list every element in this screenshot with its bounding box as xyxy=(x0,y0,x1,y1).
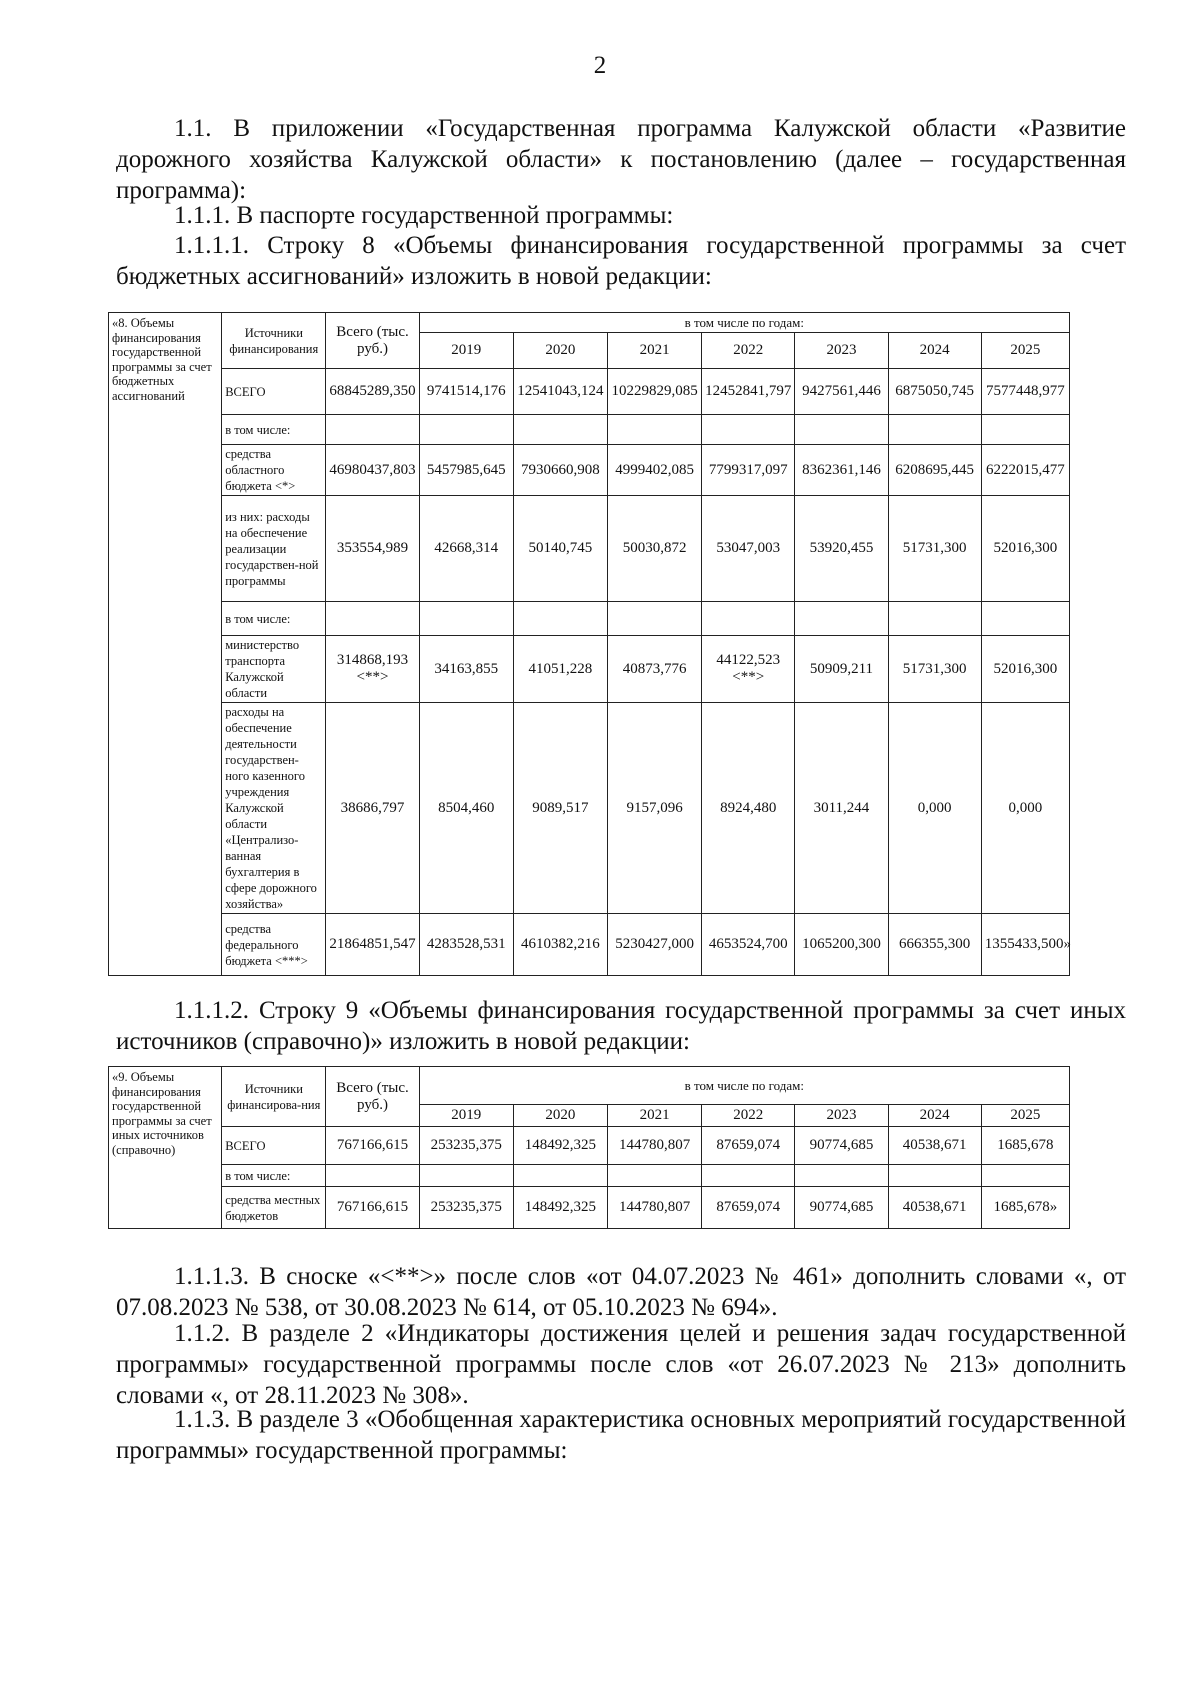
total-cell: 767166,615 xyxy=(326,1127,419,1165)
table9-year: 2020 xyxy=(513,1105,607,1127)
year-value-cell: 42668,314 xyxy=(419,496,513,602)
year-value-cell xyxy=(607,415,701,445)
page-number: 2 xyxy=(593,52,607,79)
paragraph-1-1: 1.1. В приложении «Государственная программа Калужской области «Развитие дорожного хозяйства Калужской области» к постановлению (далее – государственная программа): xyxy=(116,115,1126,204)
table8-total-header: Всего (тыс. руб.) xyxy=(326,313,419,369)
year-value-cell: 0,000 xyxy=(981,703,1069,914)
source-cell: в том числе: xyxy=(222,1165,326,1187)
year-value-cell xyxy=(981,1165,1069,1187)
year-value-cell: 148492,325 xyxy=(513,1187,607,1229)
table9-year: 2021 xyxy=(607,1105,701,1127)
paragraph-1-1-2: 1.1.2. В разделе 2 «Индикаторы достижения целей и решения задач государственной программы» государственной программы после слов «от 26.07.2023 № 213» дополнить словами «, от 28.11.2023 № 308». xyxy=(116,1320,1126,1409)
table8-year: 2025 xyxy=(981,333,1069,369)
table-row-8-financing xyxy=(108,312,1070,976)
year-value-cell xyxy=(607,602,701,636)
total-cell: 38686,797 xyxy=(326,703,419,914)
source-cell: средства федерального бюджета <***> xyxy=(222,914,326,976)
year-value-cell: 53920,455 xyxy=(795,496,888,602)
source-cell: средства областного бюджета <*> xyxy=(222,445,326,496)
year-value-cell: 40538,671 xyxy=(888,1187,981,1229)
table-row xyxy=(109,1187,1070,1229)
total-cell: 46980437,803 xyxy=(326,445,419,496)
year-value-cell xyxy=(888,415,981,445)
source-cell: средства местных бюджетов xyxy=(222,1187,326,1229)
table9-years-header: в том числе по годам: xyxy=(419,1067,1069,1105)
table8-year: 2023 xyxy=(795,333,888,369)
year-value-cell: 8504,460 xyxy=(419,703,513,914)
year-value-cell: 144780,807 xyxy=(607,1127,701,1165)
table9-source-header: Источники финансирова-ния xyxy=(222,1067,326,1127)
year-value-cell: 666355,300 xyxy=(888,914,981,976)
year-value-cell xyxy=(419,602,513,636)
year-value-cell: 1685,678 xyxy=(981,1127,1069,1165)
table-row xyxy=(109,496,1070,602)
year-value-cell xyxy=(888,602,981,636)
year-value-cell: 9157,096 xyxy=(607,703,701,914)
year-value-cell: 8924,480 xyxy=(702,703,795,914)
table8-year: 2019 xyxy=(419,333,513,369)
year-value-cell xyxy=(702,602,795,636)
year-value-cell: 8362361,146 xyxy=(795,445,888,496)
table9-year: 2025 xyxy=(981,1105,1069,1127)
year-value-cell xyxy=(981,415,1069,445)
year-value-cell: 253235,375 xyxy=(419,1187,513,1229)
total-cell xyxy=(326,415,419,445)
year-value-cell xyxy=(419,415,513,445)
year-value-cell: 5457985,645 xyxy=(419,445,513,496)
year-value-cell: 50909,211 xyxy=(795,636,888,703)
year-value-cell: 5230427,000 xyxy=(607,914,701,976)
total-cell: 21864851,547 xyxy=(326,914,419,976)
year-value-cell: 53047,003 xyxy=(702,496,795,602)
year-value-cell: 144780,807 xyxy=(607,1187,701,1229)
paragraph-1-1-1-1: 1.1.1.1. Строку 8 «Объемы финансирования государственной программы за счет бюджетных ассигнований» изложить в новой редакции: xyxy=(116,232,1126,290)
table9-total-header: Всего (тыс. руб.) xyxy=(326,1067,419,1127)
total-cell xyxy=(326,602,419,636)
year-value-cell xyxy=(795,1165,888,1187)
table8-years-header: в том числе по годам: xyxy=(419,313,1069,333)
year-value-cell: 40538,671 xyxy=(888,1127,981,1165)
table-row xyxy=(109,1165,1070,1187)
year-value-cell: 90774,685 xyxy=(795,1127,888,1165)
year-value-cell: 34163,855 xyxy=(419,636,513,703)
total-cell: 314868,193 <**> xyxy=(326,636,419,703)
year-value-cell: 6208695,445 xyxy=(888,445,981,496)
source-cell: ВСЕГО xyxy=(222,369,326,415)
year-value-cell: 51731,300 xyxy=(888,636,981,703)
table8-year: 2022 xyxy=(702,333,795,369)
paragraph-1-1-1-2: 1.1.1.2. Строку 9 «Объемы финансирования государственной программы за счет иных источников (справочно)» изложить в новой редакции: xyxy=(116,997,1126,1055)
table-row-9-financing xyxy=(108,1066,1070,1229)
year-value-cell: 4283528,531 xyxy=(419,914,513,976)
year-value-cell: 253235,375 xyxy=(419,1127,513,1165)
year-value-cell: 1065200,300 xyxy=(795,914,888,976)
year-value-cell: 12452841,797 xyxy=(702,369,795,415)
year-value-cell: 3011,244 xyxy=(795,703,888,914)
year-value-cell xyxy=(981,602,1069,636)
year-value-cell: 87659,074 xyxy=(702,1187,795,1229)
source-cell: в том числе: xyxy=(222,602,326,636)
year-value-cell: 40873,776 xyxy=(607,636,701,703)
year-value-cell: 4999402,085 xyxy=(607,445,701,496)
table-row xyxy=(109,445,1070,496)
table8-row-label: «8. Объемы финансирования государственной программы за счет бюджетных ассигнований xyxy=(109,313,222,976)
year-value-cell: 52016,300 xyxy=(981,636,1069,703)
table-row xyxy=(109,602,1070,636)
total-cell: 68845289,350 xyxy=(326,369,419,415)
year-value-cell: 9089,517 xyxy=(513,703,607,914)
year-value-cell: 52016,300 xyxy=(981,496,1069,602)
year-value-cell xyxy=(702,415,795,445)
total-cell xyxy=(326,1165,419,1187)
year-value-cell: 50140,745 xyxy=(513,496,607,602)
source-cell: министерство транспорта Калужской области xyxy=(222,636,326,703)
year-value-cell: 6222015,477 xyxy=(981,445,1069,496)
year-value-cell: 4610382,216 xyxy=(513,914,607,976)
year-value-cell: 1355433,500» xyxy=(981,914,1069,976)
source-cell: из них: расходы на обеспечение реализации государствен-ной программы xyxy=(222,496,326,602)
table-row xyxy=(109,703,1070,914)
year-value-cell: 1685,678» xyxy=(981,1187,1069,1229)
year-value-cell: 51731,300 xyxy=(888,496,981,602)
table8-year: 2021 xyxy=(607,333,701,369)
table8-year: 2024 xyxy=(888,333,981,369)
year-value-cell xyxy=(888,1165,981,1187)
total-cell: 767166,615 xyxy=(326,1187,419,1229)
year-value-cell: 0,000 xyxy=(888,703,981,914)
year-value-cell: 7799317,097 xyxy=(702,445,795,496)
table9-year: 2019 xyxy=(419,1105,513,1127)
year-value-cell: 10229829,085 xyxy=(607,369,701,415)
table-row xyxy=(109,1127,1070,1165)
year-value-cell: 50030,872 xyxy=(607,496,701,602)
table8-year: 2020 xyxy=(513,333,607,369)
table-row xyxy=(109,415,1070,445)
year-value-cell xyxy=(795,415,888,445)
paragraph-1-1-1-3: 1.1.1.3. В сноске «<**>» после слов «от 04.07.2023 № 461» дополнить словами «, от 07.08.2023 № 538, от 30.08.2023 № 614, от 05.10.2023 № 694». xyxy=(116,1263,1126,1321)
year-value-cell: 7577448,977 xyxy=(981,369,1069,415)
table-row xyxy=(109,369,1070,415)
year-value-cell: 9427561,446 xyxy=(795,369,888,415)
year-value-cell xyxy=(513,602,607,636)
year-value-cell: 41051,228 xyxy=(513,636,607,703)
year-value-cell xyxy=(702,1165,795,1187)
year-value-cell: 90774,685 xyxy=(795,1187,888,1229)
year-value-cell xyxy=(795,602,888,636)
source-cell: расходы на обеспечение деятельности государствен-ного казенного учреждения Калужской области «Централизо-ванная бухгалтерия в сфере дорожного хозяйства» xyxy=(222,703,326,914)
table-row xyxy=(109,914,1070,976)
year-value-cell xyxy=(513,415,607,445)
year-value-cell: 12541043,124 xyxy=(513,369,607,415)
year-value-cell xyxy=(607,1165,701,1187)
paragraph-1-1-3: 1.1.3. В разделе 3 «Обобщенная характеристика основных мероприятий государственной программы» государственной программы: xyxy=(116,1406,1126,1464)
table9-row-label: «9. Объемы финансирования государственной программы за счет иных источников (справочно) xyxy=(109,1067,222,1229)
table9-year: 2023 xyxy=(795,1105,888,1127)
year-value-cell: 6875050,745 xyxy=(888,369,981,415)
year-value-cell: 44122,523 <**> xyxy=(702,636,795,703)
source-cell: в том числе: xyxy=(222,415,326,445)
year-value-cell: 4653524,700 xyxy=(702,914,795,976)
year-value-cell: 87659,074 xyxy=(702,1127,795,1165)
source-cell: ВСЕГО xyxy=(222,1127,326,1165)
table-row xyxy=(109,636,1070,703)
table9-year: 2024 xyxy=(888,1105,981,1127)
year-value-cell: 7930660,908 xyxy=(513,445,607,496)
table8-source-header: Источники финансирования xyxy=(222,313,326,369)
table9-year: 2022 xyxy=(702,1105,795,1127)
year-value-cell: 148492,325 xyxy=(513,1127,607,1165)
paragraph-1-1-1: 1.1.1. В паспорте государственной программы: xyxy=(174,202,674,229)
year-value-cell xyxy=(419,1165,513,1187)
total-cell: 353554,989 xyxy=(326,496,419,602)
year-value-cell xyxy=(513,1165,607,1187)
year-value-cell: 9741514,176 xyxy=(419,369,513,415)
